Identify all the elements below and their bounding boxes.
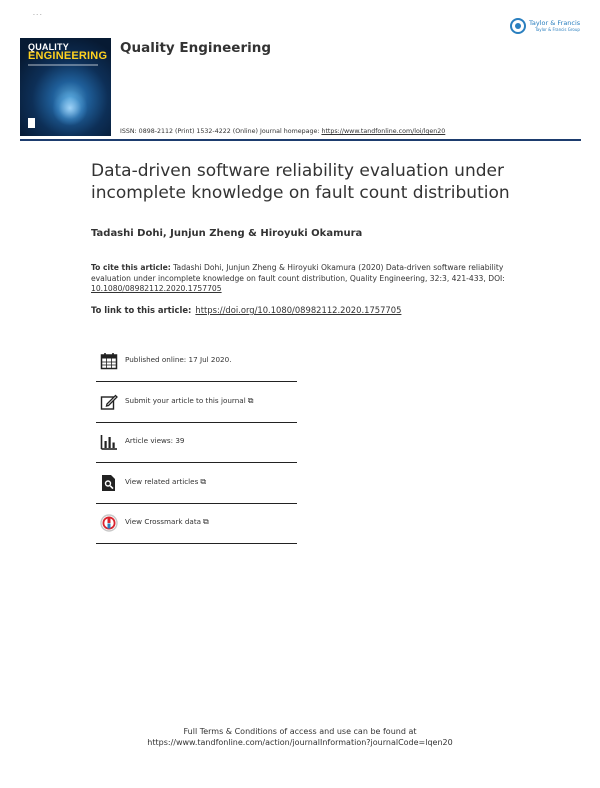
external-link-icon: ⧉: [247, 396, 254, 405]
article-views-text: Article views: 39: [125, 436, 185, 445]
divider: [96, 381, 297, 382]
calendar-icon: [100, 352, 118, 370]
article-authors: Tadashi Dohi, Junjun Zheng & Hiroyuki Okamura: [91, 228, 363, 239]
article-link-label: To link to this article:: [91, 305, 192, 315]
related-articles-item[interactable]: [96, 474, 297, 515]
footer-terms-link[interactable]: https://www.tandfonline.com/action/journalInformation?journalCode=lqen20: [147, 738, 453, 747]
submit-article-label: Submit your article to this journal: [125, 396, 246, 405]
submit-article-link[interactable]: [125, 396, 253, 406]
publisher-subname: Taylor & Francis Group: [535, 27, 580, 32]
citation-block: [91, 263, 521, 295]
page-corner-mark: - - -: [33, 12, 42, 18]
related-articles-link[interactable]: [125, 477, 206, 487]
external-link-icon: ⧉: [203, 517, 209, 526]
related-articles-label: View related articles: [125, 477, 199, 486]
divider: [96, 422, 297, 423]
footer-terms: [0, 726, 600, 748]
journal-homepage-link[interactable]: https://www.tandfonline.com/loi/lqen20: [321, 128, 446, 135]
cover-title-line1: QUALITY: [28, 42, 69, 52]
header-rule: [20, 139, 581, 141]
divider: [96, 503, 297, 504]
cover-title-line2: ENGINEERING: [28, 50, 108, 62]
footer-line-1: Full Terms & Conditions of access and use can be found at: [183, 727, 417, 736]
article-views-item: [96, 433, 297, 474]
bar-chart-icon: [100, 433, 118, 451]
pencil-icon: [100, 393, 118, 411]
document-search-icon: [100, 474, 118, 492]
journal-cover-image: [20, 38, 111, 136]
publisher-name: Taylor & Francis: [529, 19, 581, 27]
cover-divider: [28, 64, 98, 66]
citation-label: To cite this article:: [91, 263, 171, 272]
publisher-logo[interactable]: [510, 16, 582, 38]
divider: [96, 543, 297, 544]
issn-text: ISSN: 0898-2112 (Print) 1532-4222 (Online) Journal homepage:: [120, 128, 322, 135]
published-online-item: [96, 352, 297, 393]
published-online-text: Published online: 17 Jul 2020.: [125, 355, 232, 364]
crossmark-link[interactable]: [125, 517, 209, 527]
article-doi-link[interactable]: https://doi.org/10.1080/08982112.2020.1757705: [195, 305, 402, 315]
crossmark-icon: [100, 514, 118, 532]
crossmark-label: View Crossmark data: [125, 517, 202, 526]
divider: [96, 462, 297, 463]
cover-publisher-logo-icon: [28, 118, 35, 128]
crossmark-item[interactable]: [96, 514, 297, 555]
citation-text: Tadashi Dohi, Junjun Zheng & Hiroyuki Okamura (2020) Data-driven software reliability evaluation under incomplete knowledge on fault count distribution, Quality Engineering, 32:3, 421-433, DOI:: [91, 263, 505, 283]
citation-doi-link[interactable]: 10.1080/08982112.2020.1757705: [91, 284, 222, 293]
external-link-icon: ⧉: [200, 477, 207, 486]
article-link-line: [91, 305, 401, 315]
cover-globe-graphic: [52, 90, 88, 126]
journal-name[interactable]: Quality Engineering: [120, 40, 272, 56]
article-title: Data-driven software reliability evaluation under incomplete knowledge on fault count distribution: [91, 161, 510, 203]
issn-line: [120, 128, 445, 135]
submit-article-item[interactable]: [96, 393, 297, 434]
publisher-logo-icon: [510, 18, 526, 34]
